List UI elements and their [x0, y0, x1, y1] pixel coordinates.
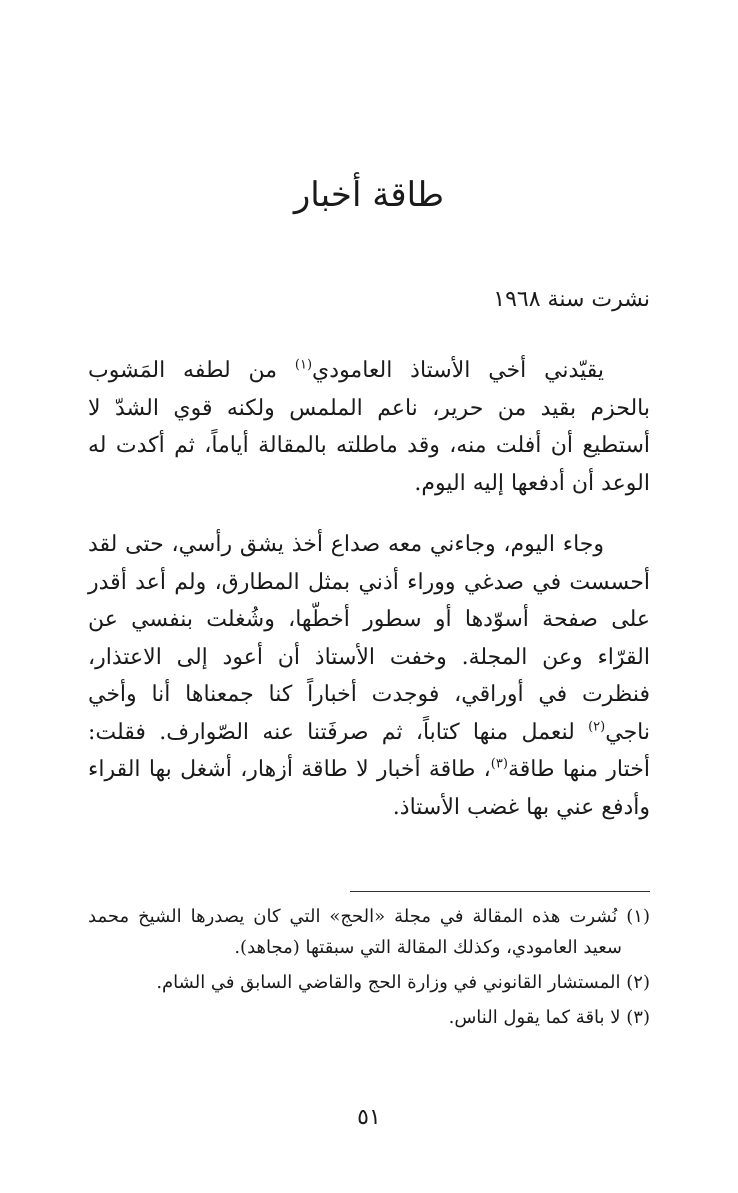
- page-number: ٥١: [357, 1105, 381, 1130]
- footnote-ref-3: (٣): [490, 756, 508, 772]
- paragraph-1-text-end: من لطفه المَشوب بالحزم بقيد من حرير، ناعم الملمس ولكنه قوي الشدّ لا أستطيع أن أفلت منه، وقد ماطلته بالمقالة أياماً، ثم أكدت له الوعد أن أدفعها إليه اليوم.: [88, 358, 650, 496]
- paragraph-2-text-middle: لنعمل منها كتاباً، ثم صرفَتنا عنه الصّوارف. فقلت: أختار منها طاقة: [88, 719, 650, 782]
- footnote-1: (١) نُشرت هذه المقالة في مجلة «الحج» التي كان يصدرها الشيخ محمد سعيد العامودي، وكذلك المقالة التي سبقتها (مجاهد).: [88, 906, 650, 958]
- footnote-3: (٣) لا باقة كما يقول الناس.: [448, 1007, 650, 1028]
- footnote-divider: [350, 891, 650, 892]
- paragraph-2-text-end: ، طاقة أخبار لا طاقة أزهار، أشغل بها القراء وأدفع عني بها غضب الأستاذ.: [88, 757, 650, 820]
- footnote-ref-2: (٢): [588, 719, 606, 735]
- body-text: [88, 352, 650, 850]
- footnotes: [88, 901, 650, 1037]
- paragraph-1: [88, 352, 650, 502]
- paragraph-2: [88, 526, 650, 826]
- paragraph-1-text-start: يقيّدني أخي الأستاذ العامودي: [312, 358, 604, 383]
- publication-note: نشرت سنة ١٩٦٨: [493, 287, 650, 312]
- footnote-ref-1: (١): [294, 357, 313, 373]
- footnote-2: (٢) المستشار القانوني في وزارة الحج والقاضي السابق في الشام.: [156, 972, 650, 993]
- paragraph-2-text-start: وجاء اليوم، وجاءني معه صداع أخذ يشق رأسي، حتى لقد أحسست في صدغي ووراء أذني بمثل المطارق، ولم أعد أقدر على صفحة أسوّدها أو سطور أخطّها، وشُغلت بنفسي عن القرّاء وعن المجلة. وخفت الأستاذ أن أعود إلى الاعتذار، فنظرت في أوراقي، فوجدت أخباراً كنا جمعناها أنا وأخي ناجي: [88, 532, 650, 745]
- chapter-title: طاقة أخبار: [293, 175, 445, 215]
